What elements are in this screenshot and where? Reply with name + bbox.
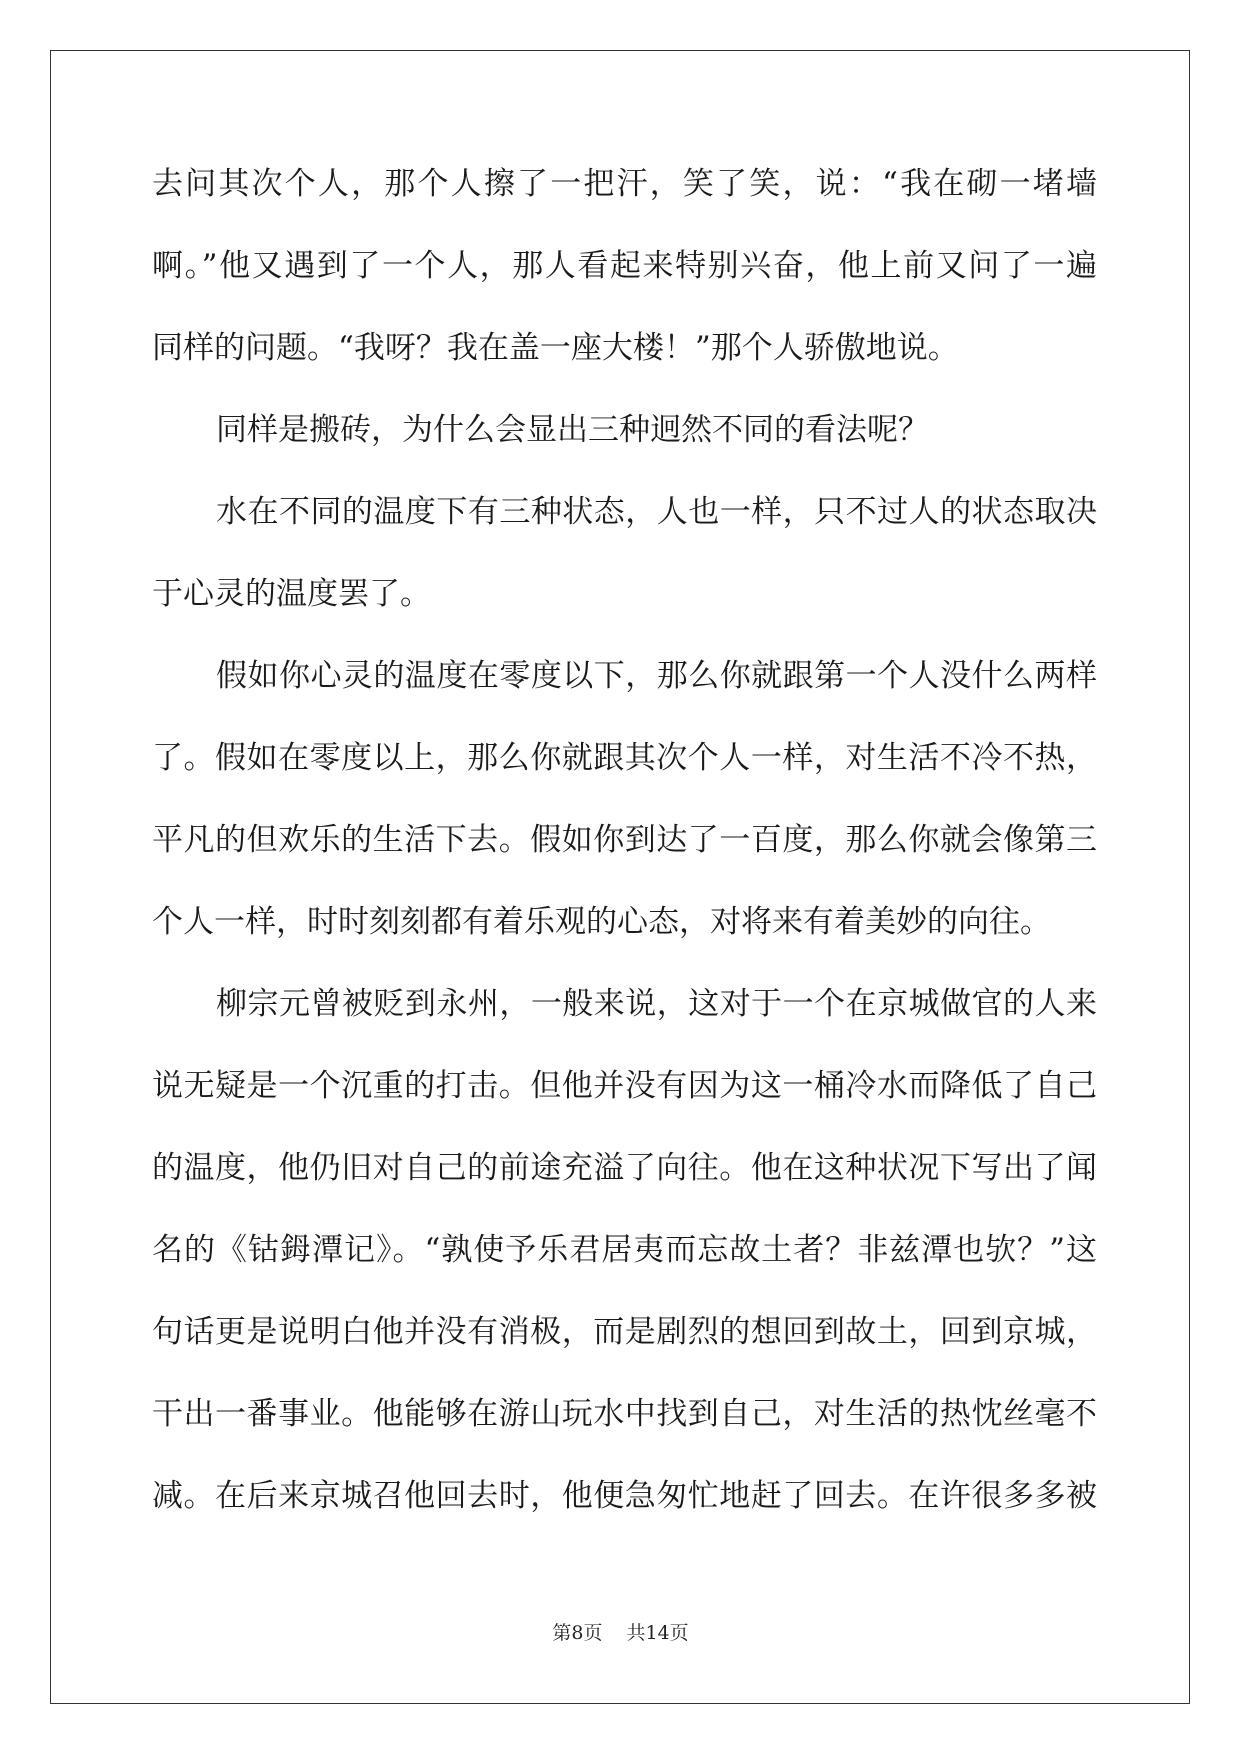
paragraph-2	[152, 406, 1097, 488]
text-line: 干出一番事业。他能够在游山玩水中找到自己，对生活的热忱丝毫不	[152, 1396, 1097, 1432]
paragraph-5	[152, 980, 1097, 1554]
text-line: 的温度，他仍旧对自己的前途充溢了向往。他在这种状况下写出了闻	[152, 1150, 1097, 1186]
text-line: 说无疑是一个沉重的打击。但他并没有因为这一桶冷水而降低了自己	[152, 1068, 1097, 1104]
text-line: 假如你心灵的温度在零度以下，那么你就跟第一个人没什么两样	[216, 658, 1097, 694]
text-line: 名的《钴鉧潭记》。“孰使予乐君居夷而忘故土者？非兹潭也欤？”这	[152, 1232, 1097, 1268]
text-line: 于心灵的温度罢了。	[152, 576, 431, 612]
paragraph-4	[152, 652, 1097, 980]
page-number: 第8页	[552, 1622, 603, 1644]
text-line: 句话更是说明白他并没有消极，而是剧烈的想回到故土，回到京城，	[152, 1314, 1097, 1350]
text-line: 啊。”他又遇到了一个人，那人看起来特别兴奋，他上前又问了一遍	[152, 248, 1097, 284]
text-line: 减。在后来京城召他回去时，他便急匆忙地赶了回去。在许很多多被	[152, 1478, 1097, 1514]
text-line: 同样的问题。“我呀？我在盖一座大楼！”那个人骄傲地说。	[152, 330, 959, 366]
text-line: 个人一样，时时刻刻都有着乐观的心态，对将来有着美妙的向往。	[152, 904, 1051, 940]
text-line: 了。假如在零度以上，那么你就跟其次个人一样，对生活不冷不热，	[152, 740, 1097, 776]
text-line: 柳宗元曾被贬到永州，一般来说，这对于一个在京城做官的人来	[216, 986, 1097, 1022]
page-total: 共14页	[626, 1622, 689, 1644]
page-footer	[0, 1618, 1241, 1645]
text-line: 水在不同的温度下有三种状态，人也一样，只不过人的状态取决	[216, 494, 1097, 530]
text-line: 同样是搬砖，为什么会显出三种迥然不同的看法呢？	[216, 412, 929, 448]
document-body	[152, 160, 1097, 1554]
text-line: 平凡的但欢乐的生活下去。假如你到达了一百度，那么你就会像第三	[152, 822, 1097, 858]
text-line: 去问其次个人，那个人擦了一把汗，笑了笑，说：“我在砌一堵墙	[152, 166, 1097, 202]
paragraph-3	[152, 488, 1097, 652]
paragraph-1	[152, 160, 1097, 406]
